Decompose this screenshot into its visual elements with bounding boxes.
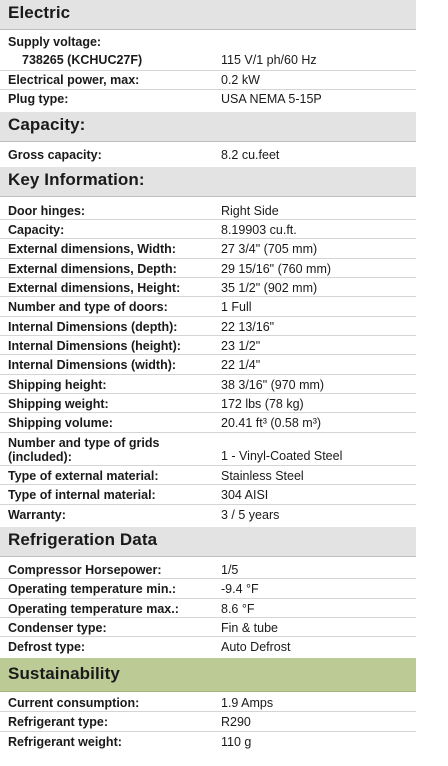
spec-value: -9.4 °F bbox=[221, 582, 259, 596]
spec-value: 22 1/4" bbox=[221, 358, 261, 372]
spec-row bbox=[0, 618, 416, 637]
spec-row bbox=[0, 637, 416, 657]
spec-value: 38 3/16" (970 mm) bbox=[221, 378, 325, 392]
spec-label: Operating temperature min.: bbox=[8, 582, 177, 596]
spec-label: Defrost type: bbox=[8, 640, 86, 654]
spec-label: Shipping volume: bbox=[8, 416, 113, 430]
spec-label: External dimensions, Depth: bbox=[8, 262, 177, 276]
spec-label-continued: (included): bbox=[8, 450, 72, 464]
spec-row bbox=[0, 90, 416, 109]
spec-label: Shipping weight: bbox=[8, 397, 109, 411]
spec-value: 23 1/2" bbox=[221, 339, 261, 353]
spec-label: Gross capacity: bbox=[8, 148, 102, 162]
spec-label: Number and type of grids bbox=[8, 436, 160, 450]
spec-row bbox=[0, 599, 416, 618]
spec-row bbox=[0, 505, 416, 524]
section-title: Electric bbox=[8, 3, 71, 22]
spec-value: 8.2 cu.feet bbox=[221, 148, 280, 162]
spec-value: 1 Full bbox=[221, 300, 252, 314]
spec-row bbox=[0, 71, 416, 90]
spec-label: Electrical power, max: bbox=[8, 73, 140, 87]
spec-value: 22 13/16" bbox=[221, 320, 275, 334]
spec-value: 172 lbs (78 kg) bbox=[221, 397, 304, 411]
spec-label: Type of internal material: bbox=[8, 488, 156, 502]
spec-label: Warranty: bbox=[8, 508, 66, 522]
spec-row bbox=[0, 220, 416, 239]
spec-label: Condenser type: bbox=[8, 621, 107, 635]
spec-row bbox=[0, 317, 416, 336]
spec-label: Refrigerant weight: bbox=[8, 735, 122, 749]
spec-value: 304 AISI bbox=[221, 488, 269, 502]
section-header-key-information bbox=[0, 167, 416, 197]
spec-row bbox=[0, 693, 416, 712]
spec-label: Supply voltage: bbox=[8, 35, 102, 49]
spec-value: 1/5 bbox=[221, 563, 239, 577]
spec-value: 8.19903 cu.ft. bbox=[221, 223, 297, 237]
spec-label: Internal Dimensions (height): bbox=[8, 339, 181, 353]
spec-row bbox=[0, 712, 416, 732]
spec-row bbox=[0, 579, 416, 599]
spec-label: Refrigerant type: bbox=[8, 715, 109, 729]
section-header-refrigeration-data bbox=[0, 527, 416, 557]
spec-value: 1 - Vinyl-Coated Steel bbox=[221, 449, 343, 463]
spec-value: 110 g bbox=[221, 735, 252, 749]
spec-row bbox=[0, 34, 416, 51]
section-title: Key Information: bbox=[8, 170, 145, 189]
spec-value: Auto Defrost bbox=[221, 640, 291, 654]
spec-row bbox=[0, 145, 416, 164]
spec-row bbox=[0, 394, 416, 413]
spec-row bbox=[0, 259, 416, 278]
spec-label: Door hinges: bbox=[8, 204, 86, 218]
spec-value: USA NEMA 5-15P bbox=[221, 92, 322, 106]
spec-row bbox=[0, 278, 416, 297]
spec-row bbox=[0, 413, 416, 433]
spec-row bbox=[0, 375, 416, 394]
spec-value: Stainless Steel bbox=[221, 469, 304, 483]
spec-value: 20.41 ft³ (0.58 m³) bbox=[221, 416, 322, 430]
spec-label: Internal Dimensions (depth): bbox=[8, 320, 178, 334]
spec-row bbox=[0, 560, 416, 579]
spec-value: 1.9 Amps bbox=[221, 696, 274, 710]
spec-value: Fin & tube bbox=[221, 621, 278, 635]
spec-value: 3 / 5 years bbox=[221, 508, 280, 522]
section-title: Refrigeration Data bbox=[8, 530, 158, 549]
spec-value: 29 15/16" (760 mm) bbox=[221, 262, 332, 276]
section-title: Capacity: bbox=[8, 115, 86, 134]
spec-label: External dimensions, Height: bbox=[8, 281, 181, 295]
spec-label: Current consumption: bbox=[8, 696, 140, 710]
spec-label: External dimensions, Width: bbox=[8, 242, 176, 256]
spec-label: Compressor Horsepower: bbox=[8, 563, 162, 577]
spec-label: 738265 (KCHUC27F) bbox=[22, 53, 143, 67]
spec-value: 0.2 kW bbox=[221, 73, 260, 87]
spec-label: Number and type of doors: bbox=[8, 300, 168, 314]
spec-label: Operating temperature max.: bbox=[8, 602, 179, 616]
spec-label: Shipping height: bbox=[8, 378, 107, 392]
spec-row bbox=[0, 336, 416, 355]
spec-label: Capacity: bbox=[8, 223, 65, 237]
spec-value: 115 V/1 ph/60 Hz bbox=[221, 53, 317, 67]
spec-label: Internal Dimensions (width): bbox=[8, 358, 177, 372]
spec-row bbox=[0, 201, 416, 220]
section-header-capacity bbox=[0, 112, 416, 142]
spec-value: Right Side bbox=[221, 204, 279, 218]
section-header-electric bbox=[0, 0, 416, 30]
spec-value: 35 1/2" (902 mm) bbox=[221, 281, 318, 295]
spec-row bbox=[0, 485, 416, 505]
spec-row bbox=[0, 51, 416, 71]
spec-row bbox=[0, 239, 416, 259]
spec-row bbox=[0, 355, 416, 375]
spec-row bbox=[0, 466, 416, 485]
spec-label: Plug type: bbox=[8, 92, 69, 106]
section-title: Sustainability bbox=[8, 664, 120, 683]
spec-label: Type of external material: bbox=[8, 469, 159, 483]
spec-row bbox=[0, 732, 416, 751]
section-header-sustainability bbox=[0, 658, 416, 692]
spec-row bbox=[0, 297, 416, 317]
spec-row bbox=[0, 433, 416, 466]
spec-value: R290 bbox=[221, 715, 251, 729]
spec-value: 27 3/4" (705 mm) bbox=[221, 242, 318, 256]
spec-value: 8.6 °F bbox=[221, 602, 255, 616]
